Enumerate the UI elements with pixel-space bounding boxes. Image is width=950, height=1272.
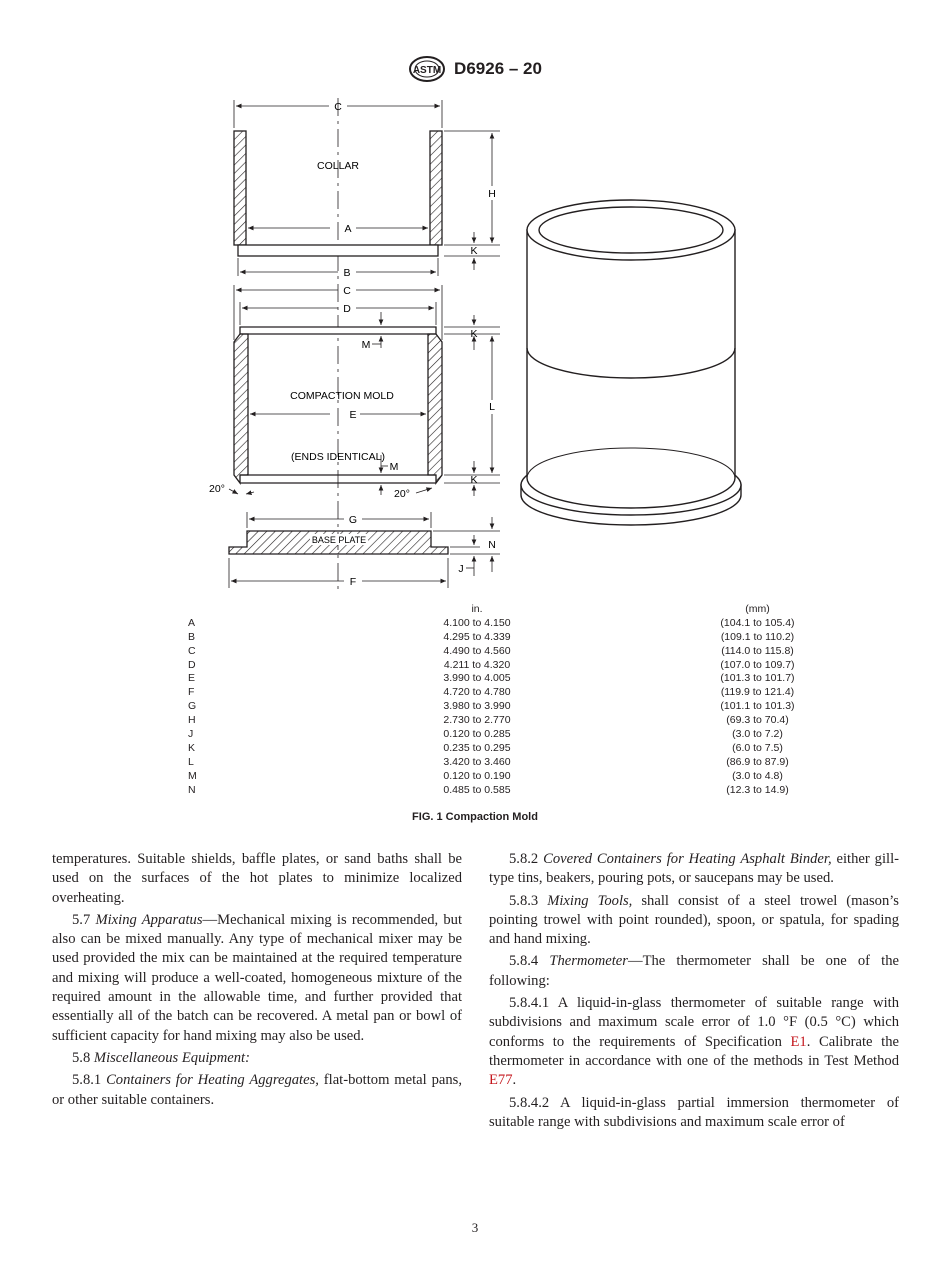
section-text: shall consist of a steel trowel (mason’s pointing trowel with point rounded), spoon, or spatula, for spading and hand mixing. (489, 892, 899, 948)
dim-e-label: E (349, 409, 357, 421)
mold-isometric-view (521, 200, 741, 525)
row-letter: C (188, 644, 196, 657)
dim-b-label: B (343, 267, 351, 279)
dim-l-label: L (489, 401, 495, 413)
row-mm: (86.9 to 87.9) (726, 755, 789, 768)
row-mm: (6.0 to 7.5) (732, 741, 783, 754)
row-in: 3.990 to 4.005 (443, 672, 511, 685)
table-row (0, 770, 950, 784)
dim-g-label: G (348, 514, 358, 526)
table-row (0, 728, 950, 742)
row-letter: L (188, 755, 194, 768)
angle-right-label: 20° (394, 488, 410, 500)
astm-logo-icon (408, 56, 446, 82)
dim-c-mid-label: C (343, 285, 351, 297)
base-plate (229, 531, 448, 554)
paragraph-5-8-1 (52, 1071, 462, 1110)
dim-a-label: A (344, 223, 352, 235)
paragraph-5-8-4 (489, 952, 899, 991)
row-mm: (119.9 to 121.4) (720, 686, 795, 699)
dim-d-label: D (343, 303, 351, 315)
standard-designation: D6926 – 20 (454, 59, 542, 78)
section-title: Mixing Apparatus (95, 911, 203, 928)
row-mm: (12.3 to 14.9) (726, 783, 789, 796)
row-in: 4.100 to 4.150 (443, 616, 511, 629)
row-in: 0.485 to 0.585 (443, 783, 511, 796)
table-row (0, 686, 950, 700)
dim-k-bottom-label: K (470, 474, 478, 486)
section-title: Thermometer (549, 953, 628, 970)
section-text: flat-bottom metal pans, or other suitable containers. (52, 1072, 462, 1108)
section-number: 5.8.2 (509, 851, 539, 867)
section-text: . (512, 1072, 517, 1089)
row-letter: G (188, 700, 197, 713)
compaction-mold-label: COMPACTION MOLD (290, 390, 394, 402)
paragraph-5-8-2 (489, 850, 899, 889)
paragraph-5-8-4-2: 5.8.4.2 A liquid-in-glass partial immersion thermometer of suitable range with subdivisions and maximum scale error of (489, 1094, 899, 1130)
row-letter: M (188, 769, 197, 782)
compaction-mold-drawing (0, 95, 950, 600)
dim-m-top-label: M (361, 339, 371, 351)
table-header (0, 603, 950, 617)
dim-f-label: F (349, 576, 357, 588)
dim-m-bottom-label: M (389, 461, 399, 473)
section-title: Miscellaneous Equipment: (93, 1049, 250, 1066)
row-mm: (104.1 to 105.4) (720, 616, 795, 629)
row-letter: D (188, 658, 196, 671)
row-in: 4.295 to 4.339 (443, 630, 511, 643)
table-row (0, 714, 950, 728)
row-letter: A (188, 616, 196, 629)
row-mm: (69.3 to 70.4) (726, 714, 789, 727)
dim-j-label: J (458, 563, 464, 575)
row-mm: (109.1 to 110.2) (720, 630, 795, 643)
table-row (0, 659, 950, 673)
section-title: Covered Containers for Heating Asphalt Binder, (543, 851, 832, 867)
base-plate-label: BASE PLATE (311, 535, 367, 545)
dim-n-label: N (488, 539, 496, 551)
section-text: 5.8.4.1 A liquid-in-glass thermometer of suitable range with subdivisions and maximum scale error of 1.0 °F (0.5 °C) which conforms to the requirements of Specification (489, 995, 899, 1050)
section-number: 5.7 (72, 911, 91, 928)
table-row (0, 645, 950, 659)
page-number: 3 (471, 1220, 479, 1235)
angle-left-label: 20° (209, 483, 225, 495)
dim-k-collar-label: K (470, 245, 478, 257)
ends-identical-label: (ENDS IDENTICAL) (291, 451, 385, 463)
section-text: either gill-type tins, beakers, pouring pots, or saucepans may be used. (489, 851, 899, 887)
logo-text: ASTM (412, 65, 442, 76)
reference-link-e1[interactable]: E1 (790, 1033, 807, 1050)
section-number: 5.8.3 (509, 892, 539, 909)
row-in: 4.211 to 4.320 (443, 658, 511, 671)
row-in: 0.235 to 0.295 (443, 741, 511, 754)
dim-k-top-label: K (470, 328, 478, 340)
row-in: 4.490 to 4.560 (443, 644, 511, 657)
collar-label: COLLAR (316, 160, 360, 172)
section-number: 5.8.4 (509, 953, 539, 970)
section-title: Containers for Heating Aggregates, (106, 1072, 319, 1089)
section-number: 5.8 (72, 1049, 91, 1066)
reference-link-e77[interactable]: E77 (489, 1072, 513, 1089)
dimension-table (0, 603, 950, 797)
row-letter: B (188, 630, 196, 643)
row-in: 2.730 to 2.770 (443, 714, 511, 727)
table-row (0, 742, 950, 756)
figure-caption: FIG. 1 Compaction Mold (412, 811, 538, 823)
row-in: 3.980 to 3.990 (443, 700, 511, 713)
section-text: —The thermometer shall be one of the following: (489, 953, 899, 989)
paragraph-5-8-3 (489, 892, 899, 950)
page-header (0, 56, 950, 82)
left-column (52, 850, 462, 1113)
section-text: . Calibrate the thermometer in accordance with one of the methods in Test Method (489, 1033, 899, 1069)
paragraph: temperatures. Suitable shields, baffle plates, or sand baths shall be used on the surfaces of the hot plates to minimize localized overheating. (52, 851, 462, 906)
row-letter: E (188, 672, 196, 685)
row-in: 4.720 to 4.780 (443, 686, 511, 699)
row-in: 3.420 to 3.460 (443, 755, 511, 768)
section-number: 5.8.1 (72, 1072, 102, 1089)
dim-c-top-label: C (334, 101, 342, 113)
row-letter: K (188, 741, 196, 754)
row-mm: (3.0 to 7.2) (732, 728, 783, 741)
table-row (0, 700, 950, 714)
header-in: in. (471, 603, 483, 615)
header-mm: (mm) (745, 603, 770, 615)
section-title: Mixing Tools, (547, 892, 633, 909)
row-mm: (101.1 to 101.3) (720, 700, 795, 713)
row-letter: N (188, 783, 196, 796)
row-letter: H (188, 714, 196, 727)
paragraph-5-7 (52, 911, 462, 1046)
row-mm: (3.0 to 4.8) (732, 769, 783, 782)
table-row (0, 617, 950, 631)
right-column (489, 850, 899, 1135)
row-mm: (114.0 to 115.8) (721, 644, 794, 657)
row-in: 0.120 to 0.285 (443, 728, 511, 741)
row-letter: F (188, 686, 195, 699)
table-row (0, 631, 950, 645)
section-text: —Mechanical mixing is recommended, but also can be mixed manually. Any type of mechanical mixer may be used provided the mix can be maintained at the required temperature and mixing will produce a well-coated, homogeneous mixture of the required amount in the allowable time, and further provided that essentially all of the batch can be recovered. A metal pan or bowl of sufficient capacity for hand mixing may also be used. (52, 911, 462, 1044)
row-mm: (101.3 to 101.7) (720, 672, 795, 685)
table-row (0, 672, 950, 686)
row-letter: J (188, 728, 194, 741)
dim-h-label: H (488, 188, 496, 200)
paragraph-5-8 (52, 1049, 462, 1068)
table-row (0, 756, 950, 770)
table-row (0, 784, 950, 798)
row-in: 0.120 to 0.190 (443, 769, 511, 782)
paragraph-5-8-4-1 (489, 994, 899, 1090)
row-mm: (107.0 to 109.7) (720, 658, 795, 671)
